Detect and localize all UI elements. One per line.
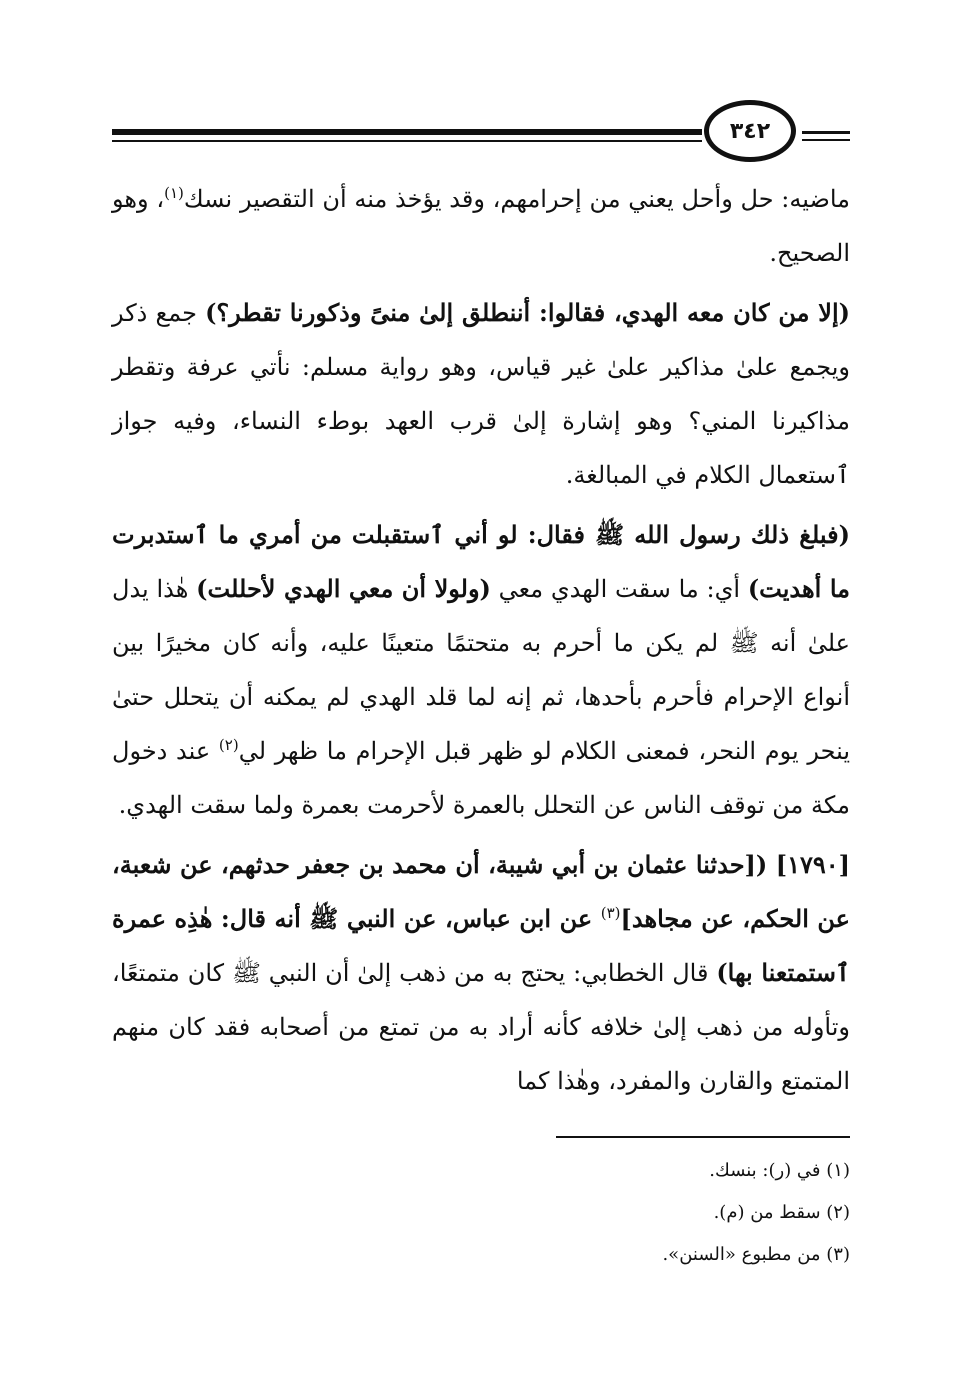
paragraph-2-text: جمع ذكر ويجمع علىٰ مذاكير علىٰ غير قياس، وهو رواية مسلم: نأتي عرفة وتقطر مذاكيرنا المني؟ وهو إشارة إلىٰ قرب العهد بوطء النساء، وفيه جواز ٱستعمال الكلام في المبالغة. <box>112 299 850 489</box>
hadith-quote-2: (إلا من كان معه الهدي، فقالوا: أننطلق إلىٰ منىً وذكورنا تقطر؟) <box>205 298 851 327</box>
footnote-3: (٣) من مطبوع «السنن». <box>662 1244 850 1265</box>
paragraph-4 <box>112 838 850 1108</box>
hadith-quote-3a: (فبلغ ذلك رسول الله ﷺ فقال: لو أني ٱستقبلت من أمري ما ٱستدبرت ما أهديت) <box>112 520 850 603</box>
footnote-ref-1: (١) <box>164 184 184 202</box>
footnote-ref-2: (٢) <box>218 736 239 754</box>
header-rule <box>112 129 702 135</box>
paragraph-3-text-c: عند دخول مكة من توقف الناس عن التحلل بالعمرة لأحرمت بعمرة ولما سقت الهدي. <box>112 737 850 819</box>
page-number: ٣٤٢ <box>704 100 796 162</box>
footnote-ref-3: (٣) <box>600 904 621 922</box>
page-header <box>112 98 850 168</box>
paragraph-3 <box>112 508 850 832</box>
header-rule-thin <box>112 140 702 142</box>
hadith-chain-4a: [١٧٩٠] ([حدثنا عثمان بن أبي شيبة، أن محمد بن جعفر حدثهم، عن شعبة، عن الحكم، عن مجاهد] <box>112 850 850 933</box>
header-rule-right <box>802 131 850 134</box>
paragraph-2 <box>112 286 850 502</box>
paragraph-3-text-b: هٰذا يدل علىٰ أنه ﷺ لم يكن ما أحرم به متحتمًا متعينًا عليه، وأنه كان مخيرًا بين أنواع الإحرام فأحرم بأحدها، ثم إنه لما قلد الهدي لم يمكنه أن يتحلل حتىٰ ينحر يوم النحر، فمعنى الكلام لو ظهر قبل الإحرام ما ظهر لي <box>112 575 850 765</box>
paragraph-1-text: ماضيه: حل وأحل يعني من إحرامهم، وقد يؤخذ منه أن التقصير نسك <box>183 185 850 213</box>
header-rule-right-thin <box>802 139 850 141</box>
hadith-quote-4b: عن ابن عباس، عن النبي ﷺ أنه قال: هٰذِه عمرة ٱستمتعنا بها) <box>112 904 850 987</box>
footnotes <box>112 1150 850 1276</box>
footnote-2: (٢) سقط من (م). <box>713 1202 850 1223</box>
paragraph-3-text-a: أي: ما سقت الهدي معي <box>490 575 748 603</box>
footnote-1: (١) في (ر): بنسك. <box>709 1160 850 1181</box>
main-text <box>112 172 850 1114</box>
paragraph-1-end: ، وهو الصحيح. <box>112 185 850 267</box>
paragraph-1 <box>112 172 850 280</box>
hadith-quote-3b: (ولولا أن معي الهدي لأحللت) <box>196 574 491 603</box>
footnote-divider <box>556 1136 850 1138</box>
paragraph-4-text: قال الخطابي: يحتج به من ذهب إلىٰ أن النبي ﷺ كان متمتعًا، وتأوله من ذهب إلىٰ خلافه كأنه أراد به من تمتع من أصحابه فقد كان منهم المتمتع والقارن والمفرد، وهٰذا كما <box>112 959 850 1095</box>
